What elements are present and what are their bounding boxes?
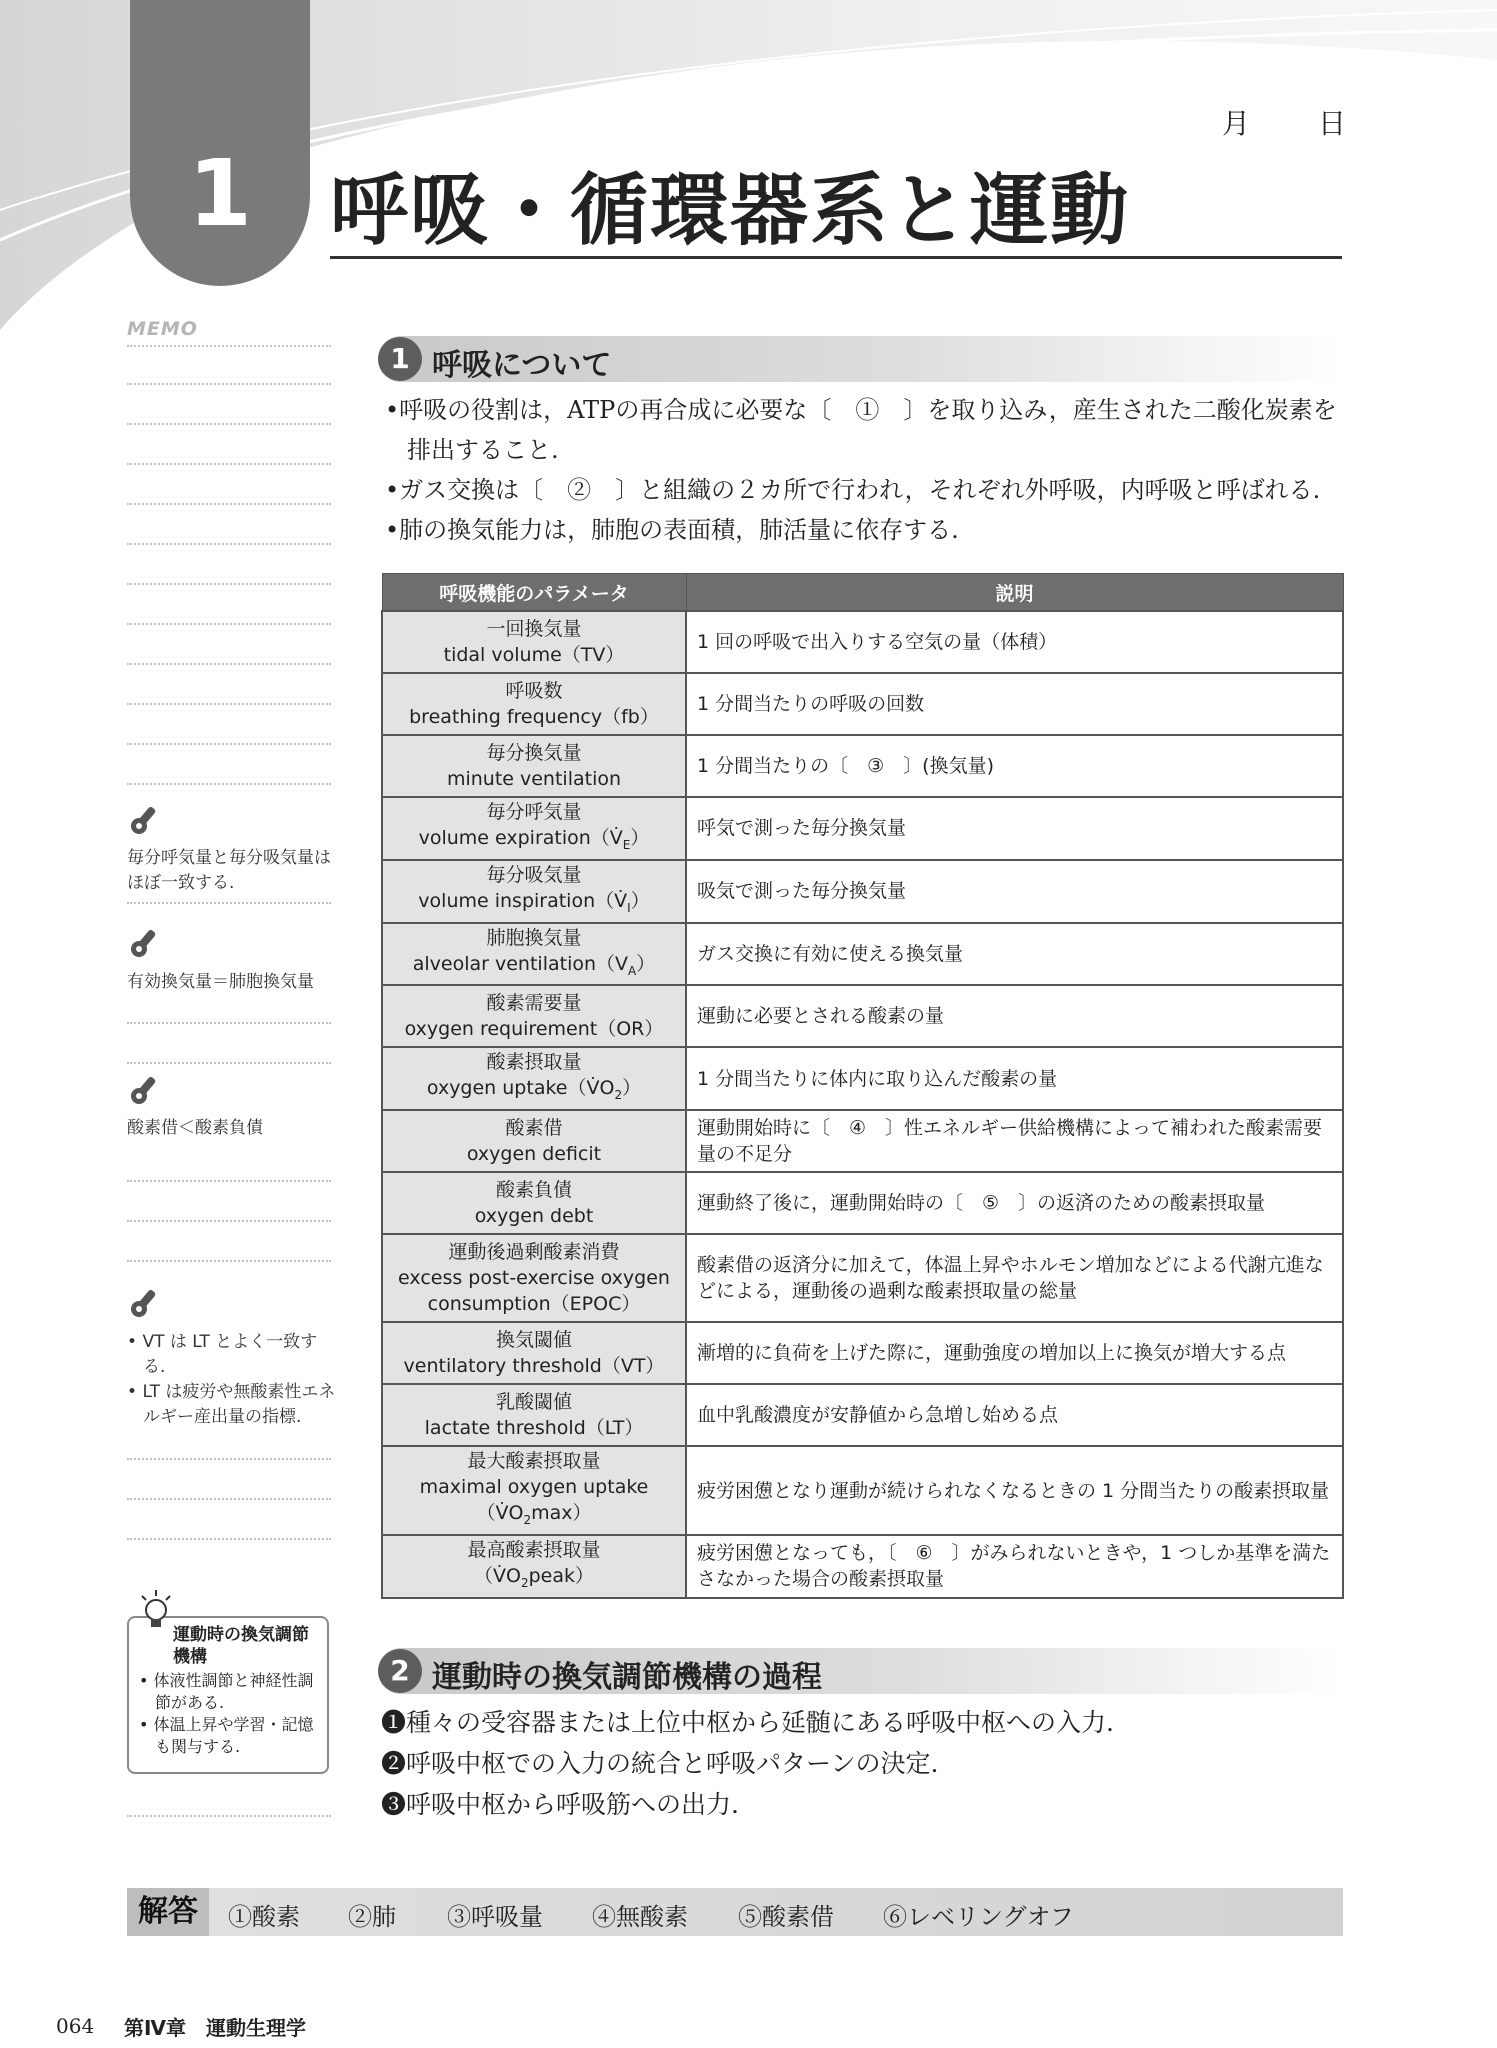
answer-item: ⑤酸素借 (738, 1903, 834, 1931)
param-name-en-end: max） (531, 1502, 592, 1525)
param-name-en-2: （V̇O (476, 1502, 524, 1525)
param-description: 運動開始時に〔 ④ 〕性エネルギー供給機構によって補われた酸素需要量の不足分 (686, 1110, 1343, 1172)
table-row (382, 1110, 1343, 1172)
param-description: 疲労困憊となり運動が続けられなくなるときの 1 分間当たりの酸素摂取量 (686, 1446, 1343, 1535)
table-row (382, 1322, 1343, 1384)
section-title: 呼吸について (432, 348, 612, 383)
table-row (382, 985, 1343, 1047)
param-name-en-end: ） (622, 1077, 642, 1100)
process-step: ❸呼吸中枢から呼吸筋への出力. (381, 1790, 739, 1819)
section-2-steps (381, 1702, 1114, 1825)
memo-line (127, 623, 331, 625)
answer-label: 解答 (127, 1888, 209, 1936)
param-description: 吸気で測った毎分換気量 (686, 860, 1343, 923)
param-name-jp: 肺胞換気量 (486, 926, 582, 949)
param-description: 酸素借の返済分に加えて，体温上昇やホルモン増加などによる代謝亢進などによる，運動後の過剰な酸素摂取量の総量 (686, 1234, 1343, 1322)
respiratory-parameters-table (381, 573, 1344, 1599)
param-name-en: ventilatory threshold（VT） (403, 1355, 665, 1378)
lightbulb-icon (138, 1590, 174, 1630)
section-number: 2 (378, 1649, 422, 1693)
param-name-jp: 換気閾値 (495, 1329, 572, 1352)
section-number: 1 (378, 337, 422, 381)
memo-line (127, 1498, 331, 1500)
table-row (382, 1384, 1343, 1446)
table-row (382, 860, 1343, 923)
answer-item: ③呼吸量 (447, 1903, 543, 1931)
param-name-en: oxygen requirement（OR） (404, 1018, 664, 1041)
bullet-item: •呼吸の役割は，ATPの再合成に必要な〔 ① 〕を取り込み，産生された二酸化炭素を排出すること. (385, 396, 1337, 464)
page-title: 呼吸・循環器系と運動 (330, 166, 1131, 256)
param-name-jp: 酸素摂取量 (486, 1051, 582, 1074)
param-description: ガス交換に有効に使える換気量 (686, 923, 1343, 986)
memo-line (127, 1180, 331, 1182)
memo-line (127, 1062, 331, 1064)
param-name-en: （V̇O (474, 1564, 521, 1587)
param-name-jp: 最大酸素摂取量 (467, 1450, 601, 1473)
table-header-row (382, 574, 1343, 612)
memo-line (127, 463, 331, 465)
table-row (382, 1047, 1343, 1110)
param-name-jp: 一回換気量 (486, 618, 582, 640)
param-name-en: volume inspiration（V̇ (418, 889, 628, 912)
param-name-en-end: ） (636, 952, 656, 975)
memo-line (127, 383, 331, 385)
answer-bar (127, 1888, 1343, 1936)
table-row (382, 797, 1343, 860)
column-header: 呼吸機能のパラメータ (382, 574, 686, 612)
param-description: 疲労困憊となっても，〔 ⑥ 〕がみられないときや，1 つしか基準を満たさなかった場合の酸素摂取量 (686, 1535, 1343, 1598)
param-subscript: I (627, 900, 631, 915)
bullet-item: •ガス交換は〔 ② 〕と組織の２カ所で行われ，それぞれ外呼吸，内呼吸と呼ばれる. (385, 476, 1321, 504)
footer-chapter: 第Ⅳ章 運動生理学 (124, 2016, 306, 2040)
param-description: 運動に必要とされる酸素の量 (686, 985, 1343, 1047)
param-name-jp: 毎分吸気量 (486, 863, 582, 886)
table-row (382, 673, 1343, 735)
memo-line (127, 743, 331, 745)
param-name-en: alveolar ventilation（V (412, 952, 629, 975)
param-name-en: oxygen debt (474, 1205, 594, 1228)
param-description: 1 分間当たりの呼吸の回数 (686, 673, 1343, 735)
process-step: ❶種々の受容器または上位中枢から延髄にある呼吸中枢への入力. (381, 1708, 1114, 1737)
param-description: 運動終了後に，運動開始時の〔 ⑤ 〕の返済のための酸素摂取量 (686, 1172, 1343, 1234)
param-subscript: E (622, 837, 631, 852)
param-subscript: 2 (614, 1088, 623, 1103)
column-header: 説明 (686, 574, 1343, 612)
param-name-en: oxygen uptake（V̇O (426, 1077, 615, 1100)
note-oxygen-deficit: 酸素借＜酸素負債 (127, 1118, 263, 1138)
note-ventilation: 毎分呼気量と毎分吸気量はほぼ一致する. (127, 848, 331, 893)
section-2-header (378, 1648, 1343, 1694)
note-thresholds (127, 1330, 337, 1430)
param-name-jp: 毎分換気量 (486, 742, 582, 764)
param-description: 1 分間当たりの〔 ③ 〕(換気量) (686, 735, 1343, 797)
table-row (382, 735, 1343, 797)
param-name-en: maximal oxygen uptake (419, 1476, 649, 1499)
param-name-en-end: ） (630, 889, 650, 912)
param-name-en-end: ） (630, 827, 650, 849)
memo-line (127, 1260, 331, 1262)
memo-line (127, 345, 331, 347)
param-subscript: A (628, 963, 637, 978)
param-subscript: 2 (523, 1512, 532, 1527)
param-name-jp: 呼吸数 (505, 680, 563, 702)
memo-line (127, 583, 331, 585)
param-name-en-end: peak） (528, 1564, 594, 1587)
param-description: 呼気で測った毎分換気量 (686, 797, 1343, 860)
memo-line (127, 543, 331, 545)
param-name-jp: 酸素借 (505, 1117, 563, 1140)
bullet-item: •肺の換気能力は，肺胞の表面積，肺活量に依存する. (385, 516, 959, 544)
table-row (382, 1535, 1343, 1598)
pencil-note-icon (128, 925, 162, 959)
tip-list-item: • 体温上昇や学習・記憶も関与する. (139, 1715, 314, 1756)
param-name-en: breathing frequency（fb） (409, 706, 659, 728)
note-effective-ventilation: 有効換気量＝肺胞換気量 (127, 972, 314, 992)
table-row (382, 1172, 1343, 1234)
note-list-item: • LT は疲労や無酸素性エネルギー産出量の指標. (127, 1382, 336, 1427)
tip-list-item: • 体液性調節と神経性調節がある. (139, 1671, 314, 1712)
pencil-note-icon (128, 1072, 162, 1106)
tip-box (127, 1616, 329, 1774)
param-name-jp: 毎分呼気量 (486, 801, 582, 823)
param-name-jp: 酸素需要量 (486, 992, 582, 1015)
tip-title: 運動時の換気調節機構 (173, 1625, 309, 1667)
memo-line (127, 663, 331, 665)
section-1-bullets (385, 390, 1345, 550)
pencil-note-icon (128, 802, 162, 836)
section-1-header (378, 336, 1343, 382)
table-row (382, 1234, 1343, 1322)
table-row (382, 1446, 1343, 1535)
param-name-en: excess post-exercise oxygen consumption（EPOC） (398, 1267, 670, 1316)
memo-label: MEMO (127, 318, 198, 340)
memo-line (127, 423, 331, 425)
param-name-en: tidal volume（TV） (443, 644, 625, 666)
note-list-item: • VT は LT とよく一致する. (127, 1332, 318, 1377)
param-name-en: volume expiration（V̇ (418, 827, 623, 849)
param-name-en: lactate threshold（LT） (424, 1417, 644, 1440)
answer-item: ①酸素 (228, 1903, 300, 1931)
section-title: 運動時の換気調節機構の過程 (432, 1660, 822, 1695)
pencil-note-icon (128, 1285, 162, 1319)
memo-line (127, 902, 331, 904)
day-label: 日 (1318, 107, 1347, 140)
param-description: 血中乳酸濃度が安静値から急増し始める点 (686, 1384, 1343, 1446)
page-number: 064 (56, 2014, 95, 2038)
answer-item: ⑥レベリングオフ (883, 1903, 1074, 1931)
param-description: 1 回の呼吸で出入りする空気の量（体積） (686, 611, 1343, 673)
month-label: 月 (1222, 107, 1251, 140)
memo-line (127, 1815, 331, 1817)
memo-line (127, 703, 331, 705)
param-name-en: minute ventilation (446, 768, 622, 790)
answer-item: ④無酸素 (592, 1903, 688, 1931)
param-description: 1 分間当たりに体内に取り込んだ酸素の量 (686, 1047, 1343, 1110)
process-step: ❷呼吸中枢での入力の統合と呼吸パターンの決定. (381, 1749, 939, 1778)
param-name-jp: 酸素負債 (495, 1179, 572, 1202)
memo-line (127, 783, 331, 785)
param-subscript: 2 (520, 1575, 529, 1590)
title-rule (330, 256, 1342, 259)
param-description: 漸増的に負荷を上げた際に，運動強度の増加以上に換気が増大する点 (686, 1322, 1343, 1384)
param-name-en: oxygen deficit (466, 1143, 602, 1166)
memo-line (127, 1458, 331, 1460)
param-name-jp: 最高酸素摂取量 (467, 1538, 601, 1561)
memo-line (127, 503, 331, 505)
chapter-number: 1 (187, 140, 252, 247)
table-row (382, 923, 1343, 986)
memo-line (127, 1022, 331, 1024)
param-name-jp: 乳酸閾値 (495, 1391, 572, 1414)
param-name-jp: 運動後過剰酸素消費 (448, 1241, 620, 1264)
table-row (382, 611, 1343, 673)
memo-line (127, 1220, 331, 1222)
answer-item: ②肺 (348, 1903, 396, 1931)
memo-line (127, 1538, 331, 1540)
